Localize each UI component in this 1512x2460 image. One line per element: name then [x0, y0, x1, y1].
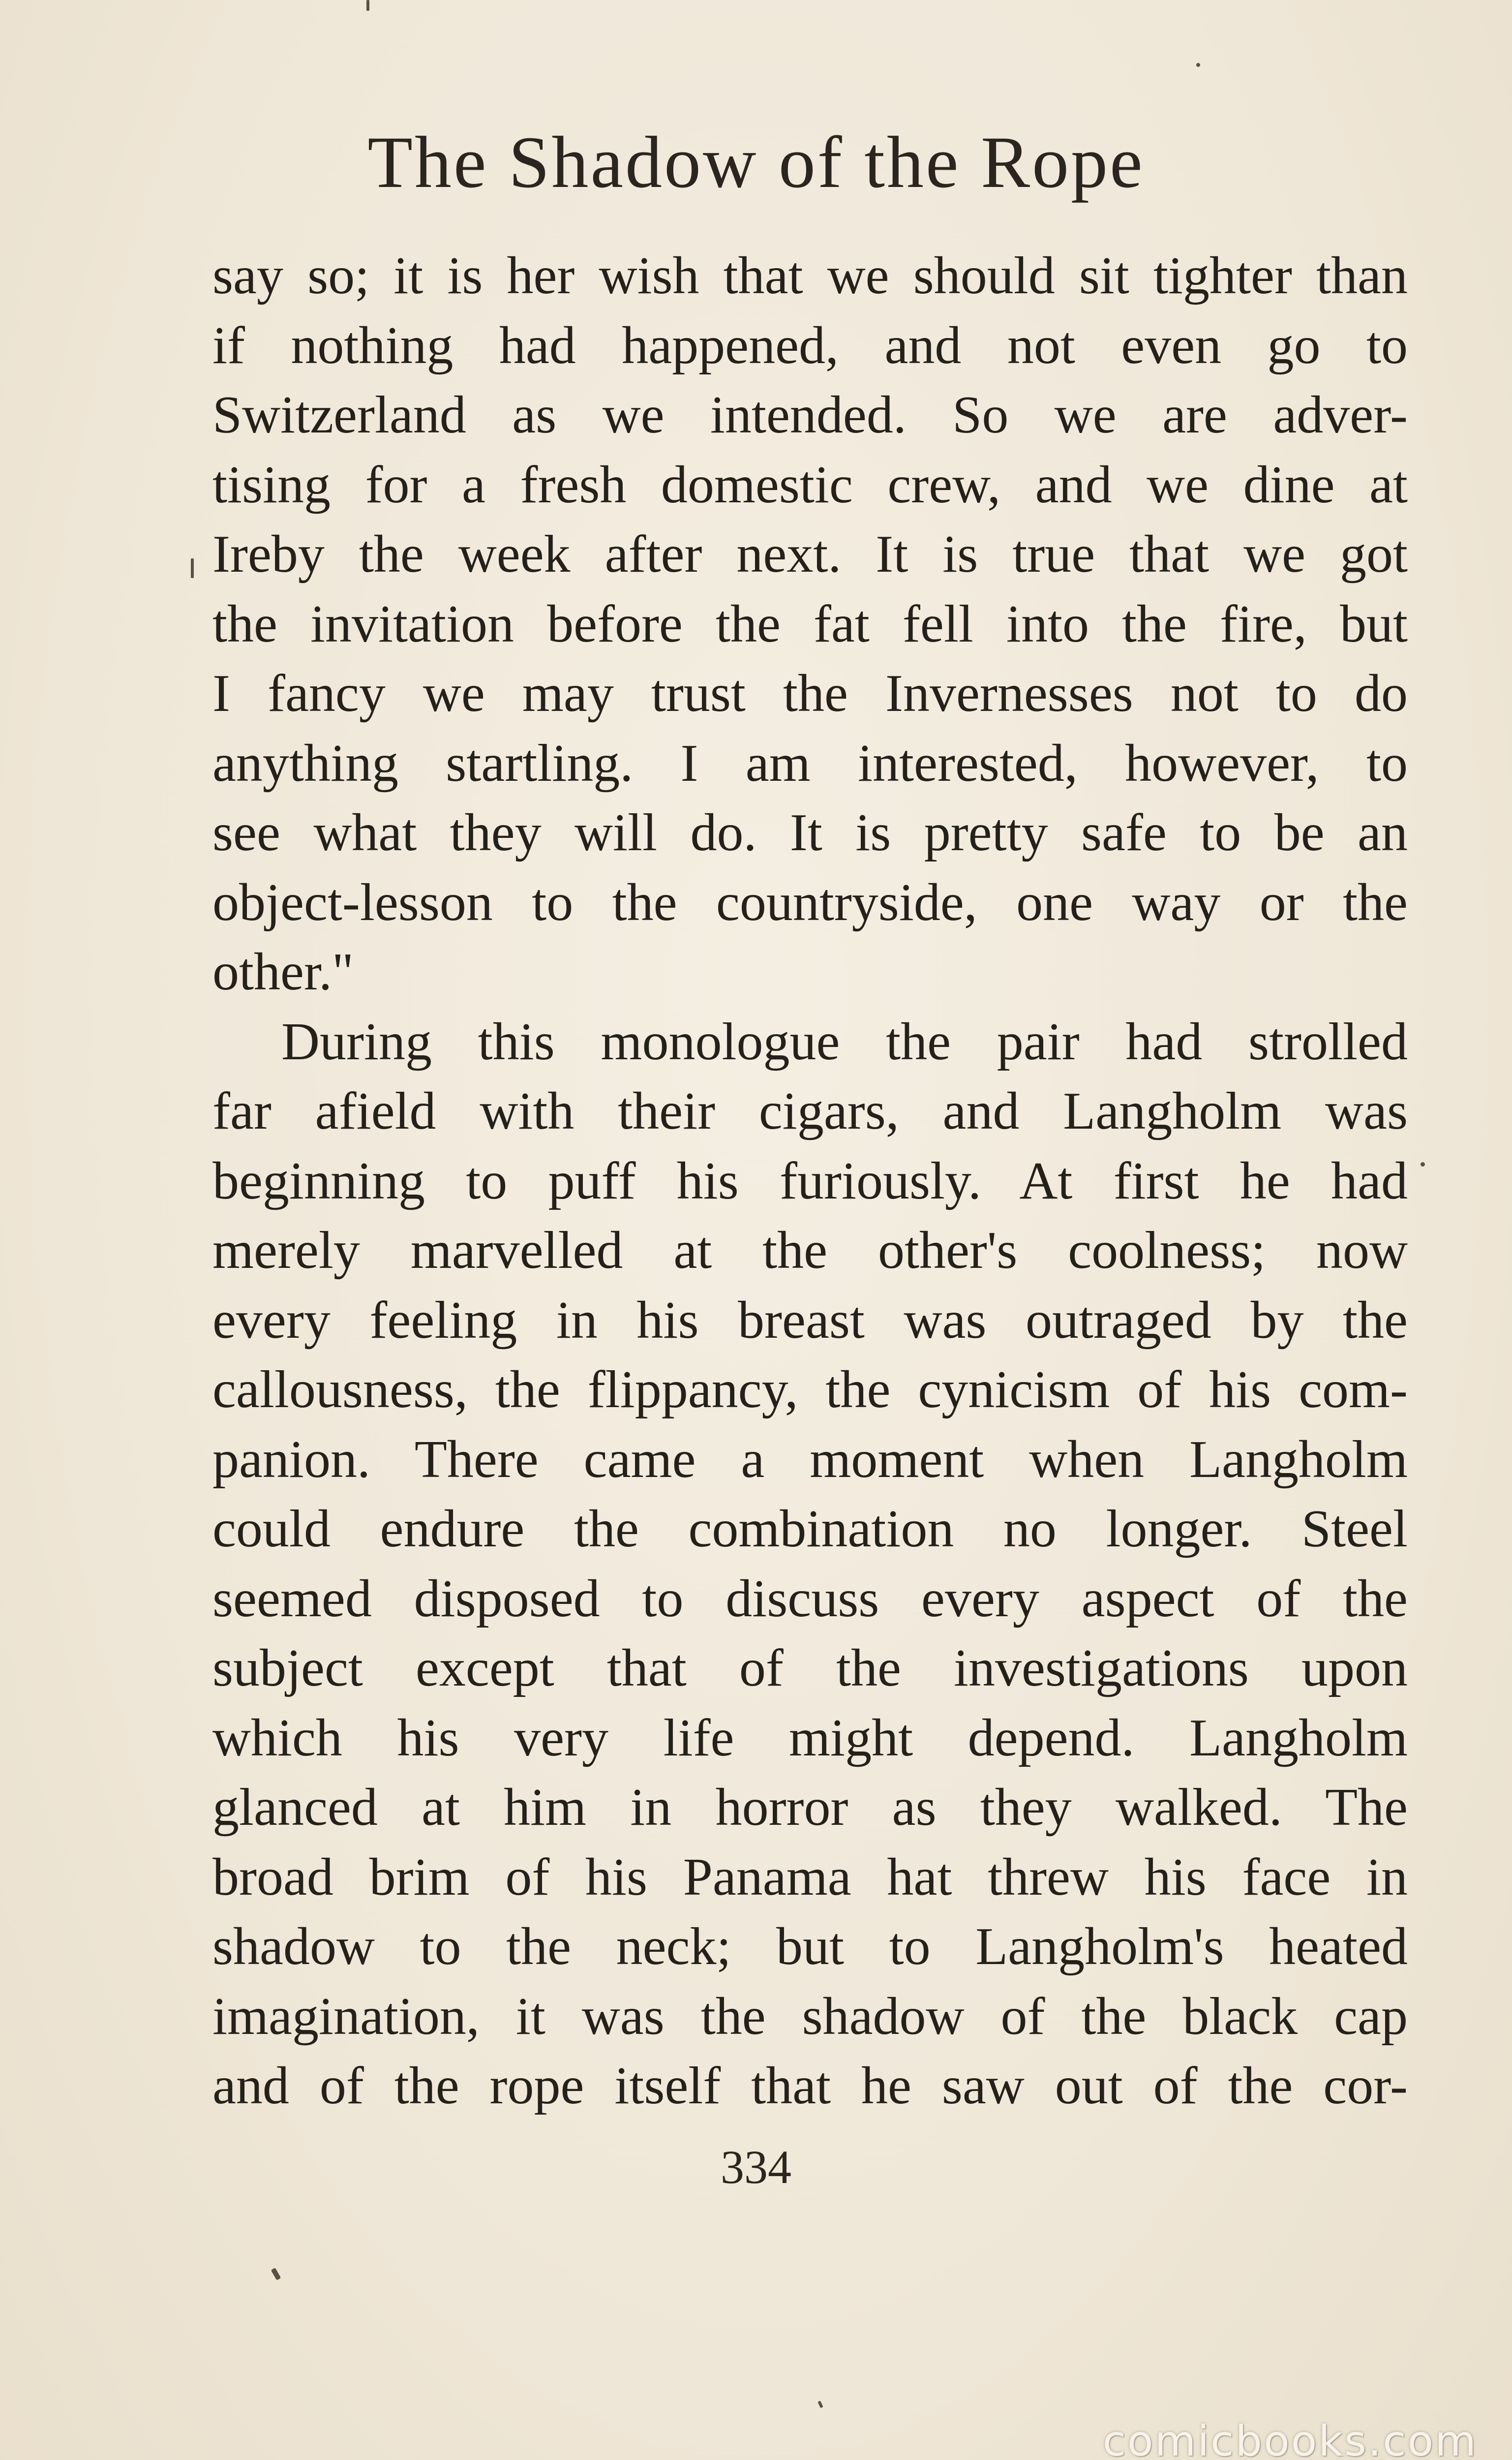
text-line: Switzerland as we intended. So we are adver- [212, 386, 1408, 444]
text-line: subject except that of the investigations upon [212, 1639, 1408, 1697]
text-line: anything startling. I am interested, however, to [212, 734, 1408, 793]
text-line: could endure the combination no longer. Steel [212, 1500, 1408, 1558]
print-speck [271, 2268, 281, 2280]
text-line: if nothing had happened, and not even go to [212, 316, 1408, 375]
text-line: see what they will do. It is pretty safe to be an [212, 803, 1408, 862]
text-line: imagination, it was the shadow of the black cap [212, 1987, 1408, 2046]
print-speck [191, 558, 194, 578]
text-line: far afield with their cigars, and Langholm was [212, 1082, 1408, 1140]
text-line: other." [212, 943, 354, 1001]
text-line: callousness, the flippancy, the cynicism of his com- [212, 1360, 1408, 1419]
text-line: shadow to the neck; but to Langholm's heated [212, 1917, 1408, 1976]
text-line: object-lesson to the countryside, one way or the [212, 873, 1408, 932]
text-line: seemed disposed to discuss every aspect of the [212, 1569, 1408, 1628]
text-line: merely marvelled at the other's coolness; now [212, 1221, 1408, 1280]
text-line: beginning to puff his furiously. At first he had [212, 1151, 1408, 1210]
text-line: I fancy we may trust the Invernesses not to do [212, 664, 1408, 723]
text-line: the invitation before the fat fell into the fire, but [212, 594, 1408, 653]
text-line: say so; it is her wish that we should sit tighter than [212, 246, 1408, 305]
watermark: comicbooks.com [1102, 2417, 1478, 2460]
text-line: which his very life might depend. Langholm [212, 1708, 1408, 1767]
text-line: glanced at him in horror as they walked. The [212, 1778, 1408, 1837]
running-head: The Shadow of the Rope [367, 122, 1145, 203]
print-speck [817, 2400, 823, 2408]
text-line: tising for a fresh domestic crew, and we dine at [212, 455, 1408, 514]
text-line: Ireby the week after next. It is true that we got [212, 525, 1408, 584]
text-line: and of the rope itself that he saw out of the cor- [212, 2057, 1408, 2115]
text-line: During this monologue the pair had strolled [281, 1012, 1408, 1071]
print-speck [1196, 63, 1200, 67]
text-line: panion. There came a moment when Langholm [212, 1430, 1408, 1489]
text-line: every feeling in his breast was outraged by the [212, 1291, 1408, 1350]
print-speck [366, 0, 369, 11]
body-text [212, 241, 1408, 2121]
page-number: 334 [721, 2141, 791, 2193]
text-line: broad brim of his Panama hat threw his face in [212, 1847, 1408, 1906]
print-speck [1421, 1162, 1425, 1167]
